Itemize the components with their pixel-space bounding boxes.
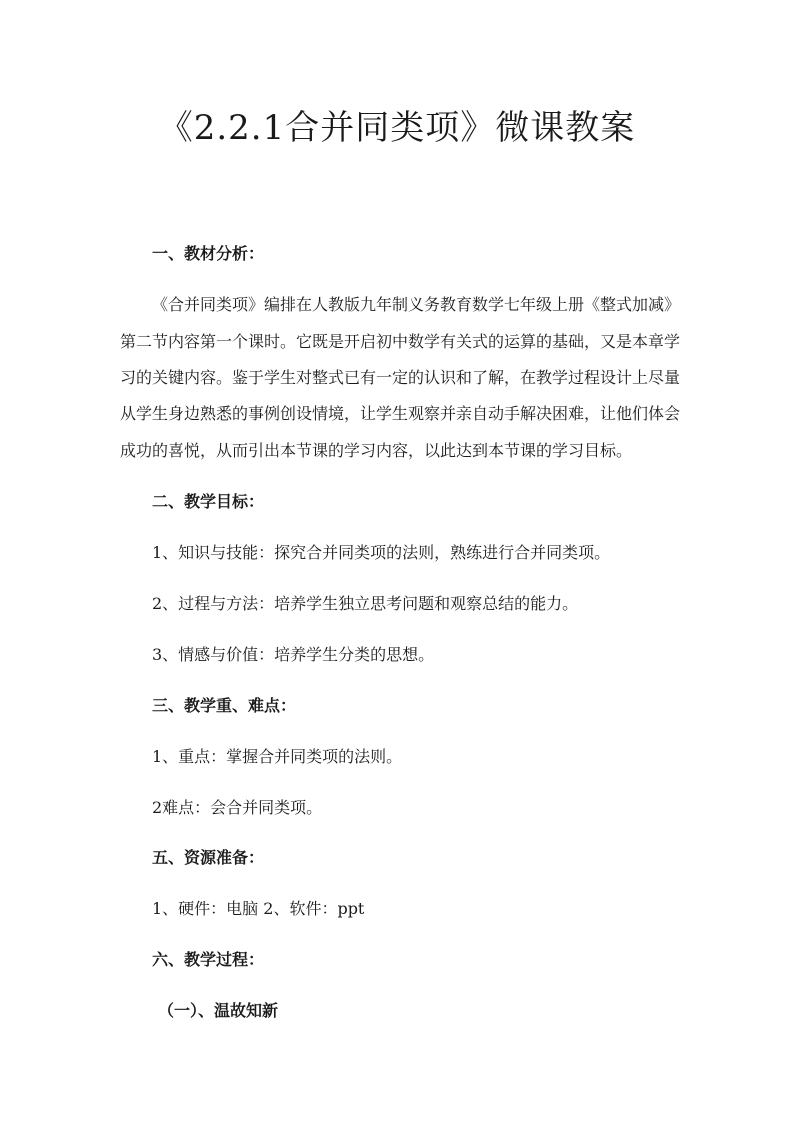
paragraph-line: 从学生身边熟悉的事例创设情境，让学生观察并亲自动手解决困难，让他们体会 bbox=[120, 404, 681, 423]
list-item: 1、知识与技能：探究合并同类项的法则，熟练进行合并同类项。 bbox=[152, 543, 611, 562]
paragraph-line: 成功的喜悦，从而引出本节课的学习内容，以此达到本节课的学习目标。 bbox=[120, 441, 633, 460]
paragraph-line: 《合并同类项》编排在人教版九年制义务教育数学七年级上册《整式加减》 bbox=[152, 295, 681, 314]
document-title: 《2.2.1合并同类项》微课教案 bbox=[158, 108, 636, 148]
paragraph-line: 第二节内容第一个课时。它既是开启初中数学有关式的运算的基础，又是本章学 bbox=[120, 332, 681, 351]
paragraph-line: 习的关键内容。鉴于学生对整式已有一定的认识和了解，在教学过程设计上尽量 bbox=[120, 368, 681, 387]
section-heading-textbook-analysis: 一、教材分析： bbox=[152, 244, 265, 263]
list-item: 2、过程与方法：培养学生独立思考问题和观察总结的能力。 bbox=[152, 594, 579, 613]
section-heading-teaching-goals: 二、教学目标： bbox=[152, 492, 265, 511]
section-heading-resources: 五、资源准备： bbox=[152, 848, 265, 867]
list-item: 1、重点：掌握合并同类项的法则。 bbox=[152, 747, 403, 766]
list-item: 3、情感与价值：培养学生分类的思想。 bbox=[152, 645, 435, 664]
list-item: 2难点：会合并同类项。 bbox=[152, 798, 323, 817]
subsection-heading: （一）、温故知新 bbox=[158, 1001, 279, 1020]
section-heading-teaching-process: 六、教学过程： bbox=[152, 950, 265, 969]
section-heading-key-points: 三、教学重、难点： bbox=[152, 696, 297, 715]
list-item: 1、硬件：电脑 2、软件：ppt bbox=[152, 899, 365, 918]
